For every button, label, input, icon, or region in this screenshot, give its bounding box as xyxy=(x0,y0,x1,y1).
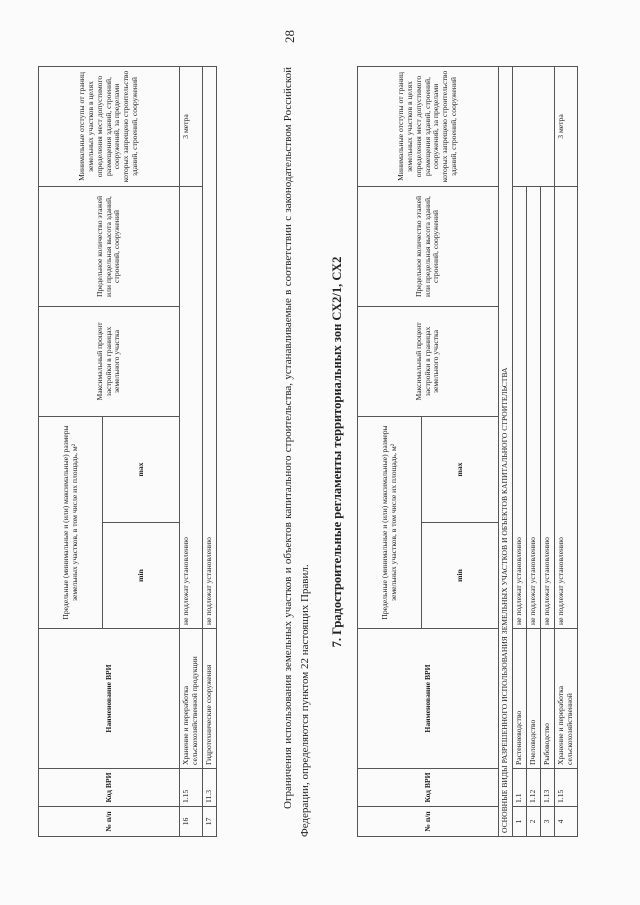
header-num: № п/п xyxy=(358,807,499,837)
row-num: 1 xyxy=(512,807,526,837)
row-setback: 3 метра xyxy=(554,66,577,186)
row-num: 3 xyxy=(540,807,554,837)
header-percent: Максимальный процент застройки в границах земельного участка xyxy=(358,306,499,416)
header-name: Наименование ВРИ xyxy=(358,629,499,769)
row-name: Рыбоводство xyxy=(540,629,554,769)
header-min: min xyxy=(103,523,180,629)
row-sizes: не подлежат установлению xyxy=(512,186,526,628)
row-num: 16 xyxy=(180,807,203,837)
row-name: Хранение и переработка сельскохозяйственной продукции xyxy=(180,629,203,769)
header-floors: Предельное количество этажей или предельная высота зданий, строений, сооружений xyxy=(39,186,180,306)
header-setbacks: Минимальные отступы от границ земельных участков в целях определения мест допустимого размещения зданий, строений, сооружений, за пределами которых запрещено строительство зданий, строений, сооружений xyxy=(358,66,499,186)
header-code: Код ВРИ xyxy=(39,769,180,807)
row-name: Растениеводство xyxy=(512,629,526,769)
row-sizes: не подлежат установлению xyxy=(526,186,540,628)
row-sizes: не подлежат установлению xyxy=(202,66,216,628)
header-max: max xyxy=(422,416,499,522)
row-code: 1.13 xyxy=(540,769,554,807)
table-row xyxy=(554,66,577,836)
row-sizes: не подлежат установлению xyxy=(554,186,577,628)
table-header-row xyxy=(39,66,103,836)
row-name: Пчеловодство xyxy=(526,629,540,769)
row-name: Хранение и переработка сельскохозяйственной xyxy=(554,629,577,769)
row-num: 4 xyxy=(554,807,577,837)
row-code: 1.15 xyxy=(180,769,203,807)
regulations-table-continued xyxy=(38,66,217,837)
row-num: 17 xyxy=(202,807,216,837)
table-row xyxy=(202,66,216,836)
header-sizes: Предельные (минимальные и (или) максимальные) размеры земельных участков, в том числе их площадь, м² xyxy=(358,416,422,628)
table-row xyxy=(180,66,203,836)
section-title: ОСНОВНЫЕ ВИДЫ РАЗРЕШЕННОГО ИСПОЛЬЗОВАНИЯ ЗЕМЕЛЬНЫХ УЧАСТКОВ И ОБЪЕКТОВ КАПИТАЛЬНОГО СТРОИТЕЛЬСТВА xyxy=(499,66,513,836)
header-setbacks: Минимальные отступы от границ земельных участков в целях определения мест допустимого размещения зданий, строений, сооружений, за пределами которых запрещено строительство зданий, строений, сооружений xyxy=(39,66,180,186)
table-header-row xyxy=(358,66,422,836)
header-name: Наименование ВРИ xyxy=(39,629,180,769)
row-code: 1.15 xyxy=(554,769,577,807)
row-code: 1.12 xyxy=(526,769,540,807)
table-row xyxy=(512,66,526,836)
section-heading: 7. Градостроительные регламенты территориальных зон СХ2/1, СХ2 xyxy=(330,256,344,648)
row-code: 1.1 xyxy=(512,769,526,807)
header-max: max xyxy=(103,416,180,522)
header-code: Код ВРИ xyxy=(358,769,499,807)
row-setback: 3 метра xyxy=(180,66,203,186)
restrictions-paragraph: Ограничения использования земельных участков и объектов капитального строительства, устанавливаемые в соответствии с законодательством Российской Федерации, определяются пунктом 22 настоящих Правил. xyxy=(282,67,311,837)
row-sizes: не подлежат установлению xyxy=(180,186,203,628)
header-min: min xyxy=(422,523,499,629)
row-num: 2 xyxy=(526,807,540,837)
regulations-table-sx2 xyxy=(357,66,578,837)
row-name: Гидротехнические сооружения xyxy=(202,629,216,769)
row-code: 11.3 xyxy=(202,769,216,807)
page-number: 28 xyxy=(282,30,297,43)
header-sizes: Предельные (минимальные и (или) максимальные) размеры земельных участков, в том числе их площадь, м² xyxy=(39,416,103,628)
header-floors: Предельное количество этажей или предельная высота зданий, строений, сооружений xyxy=(358,186,499,306)
row-sizes: не подлежат установлению xyxy=(540,186,554,628)
header-percent: Максимальный процент застройки в границах земельного участка xyxy=(39,306,180,416)
row-setback xyxy=(512,66,554,186)
section-row xyxy=(499,66,513,836)
header-num: № п/п xyxy=(39,807,180,837)
